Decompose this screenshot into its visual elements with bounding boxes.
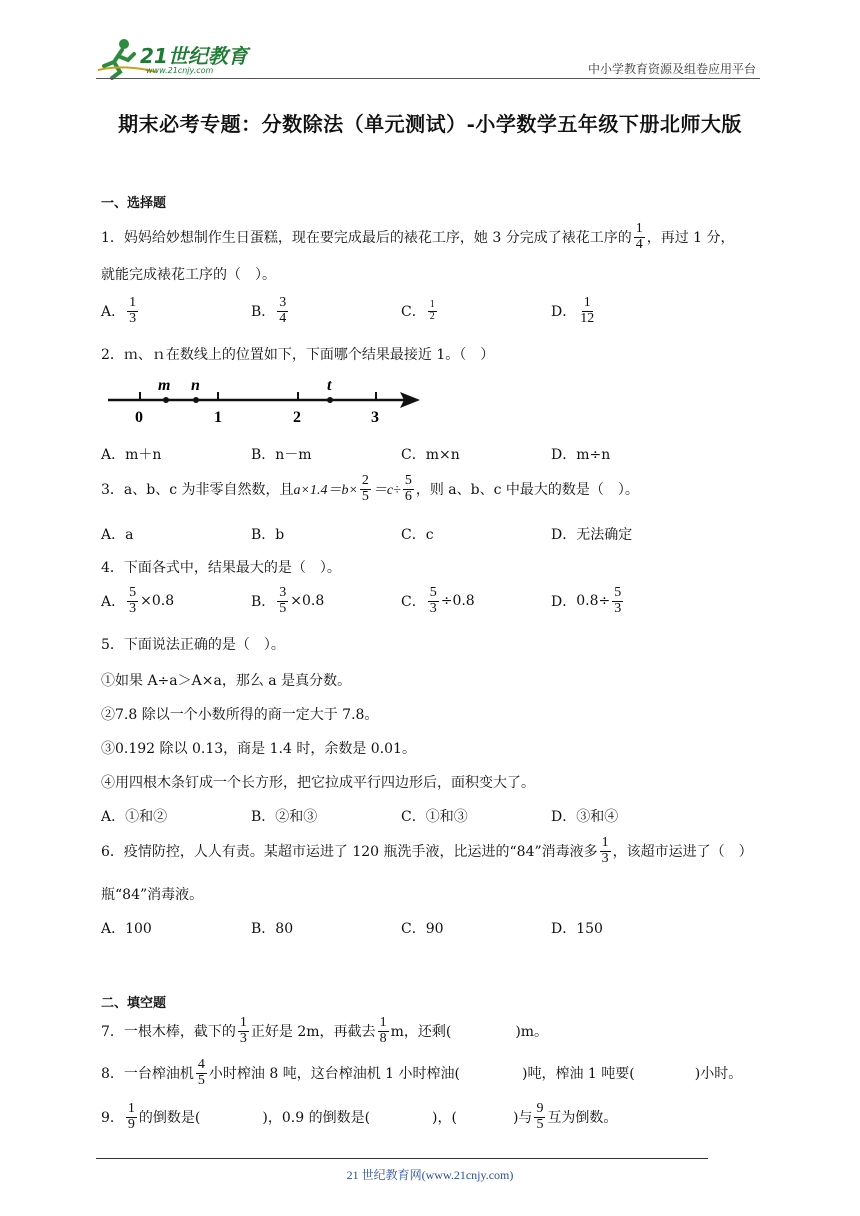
q4-option-c[interactable]: C． $\frac{5}{3}$ ÷0.8 [401, 585, 475, 616]
q3-option-a[interactable]: A．a [101, 527, 134, 543]
q9-text-c: )，0.9 的倒数是( [262, 1110, 371, 1127]
tick-label-3: 3 [371, 409, 379, 426]
q1-fraction: $\frac{1}{4}$ [635, 221, 643, 252]
q2-option-c[interactable]: C．m×n [401, 447, 460, 463]
question-9 [101, 1102, 617, 1132]
q2-options [101, 444, 701, 464]
q7-fraction-1: $\frac{1}{3}$ [239, 1015, 247, 1046]
q3-option-b[interactable]: B．b [251, 527, 285, 543]
q1-option-c[interactable]: C． $\frac{1}{2}$ [401, 299, 435, 322]
question-3 [101, 474, 639, 504]
q1-option-b[interactable]: B． $\frac{3}{4}$ [251, 295, 287, 326]
point-n [193, 397, 199, 403]
q4-option-a[interactable]: A． $\frac{5}{3}$ ×0.8 [101, 585, 175, 616]
q2-option-d[interactable]: D．m÷n [551, 447, 611, 463]
q5-option-a[interactable]: A．①和② [101, 809, 168, 825]
header-platform-text: 中小学教育资源及组卷应用平台 [587, 62, 756, 76]
q2-option-a[interactable]: A．m＋n [101, 447, 162, 463]
q5-option-b[interactable]: B．②和③ [251, 809, 318, 825]
q7-text-c: m，还剩( [390, 1024, 452, 1041]
question-4: 4．下面各式中，结果最大的是（ ）。 [101, 560, 341, 576]
q1-option-a[interactable]: A． $\frac{1}{3}$ [101, 295, 137, 326]
q2-option-b[interactable]: B．n－m [251, 447, 312, 463]
q8-text-a: 8．一台榨油机 [101, 1066, 194, 1083]
q6-option-c[interactable]: C．90 [401, 921, 444, 937]
q3-text-a: 3．a、b、c 为非零自然数，且 [101, 482, 294, 499]
footer-link[interactable]: 21 世纪教育网(www.21cnjy.com) [346, 1168, 514, 1182]
q4-options [101, 586, 701, 616]
point-m [163, 397, 169, 403]
q3-option-d[interactable]: D．无法确定 [551, 527, 633, 543]
q5-statement-4: ④用四根木条钉成一个长方形，把它拉成平行四边形后，面积变大了。 [101, 775, 535, 791]
q3-expr-b: ＝c÷ [372, 483, 401, 499]
q3-option-c[interactable]: C．c [401, 527, 434, 543]
point-label-m: m [158, 377, 171, 394]
q9-fraction-1: $\frac{1}{9}$ [127, 1101, 135, 1132]
q3-fraction-2: $\frac{5}{6}$ [404, 473, 412, 504]
q9-fraction-2: $\frac{9}{5}$ [536, 1101, 544, 1132]
q6-option-a[interactable]: A．100 [101, 921, 152, 937]
q8-text-d: )小时。 [694, 1066, 743, 1083]
section-fill-heading: 二、填空题 [101, 996, 167, 1011]
q3-fraction-1: $\frac{2}{5}$ [361, 473, 369, 504]
question-1 [101, 222, 735, 252]
q9-text-a: 9． [101, 1110, 124, 1127]
q5-statement-2: ②7.8 除以一个小数所得的商一定大于 7.8。 [101, 707, 379, 723]
q5-statement-1: ①如果 A÷a＞A×a，那么 a 是真分数。 [101, 673, 352, 689]
q1-options [101, 296, 701, 326]
q3-expr-a: a×1.4＝b× [293, 483, 358, 499]
q4-option-b[interactable]: B． $\frac{3}{5}$ ×0.8 [251, 585, 325, 616]
q7-text-b: 正好是 2m，再截去 [250, 1024, 376, 1041]
q9-text-d: )，( [432, 1110, 457, 1127]
tick-label-0: 0 [135, 409, 143, 426]
q6-text-line2: 瓶“84”消毒液。 [101, 887, 204, 903]
q5-option-c[interactable]: C．①和③ [401, 809, 468, 825]
q5-option-d[interactable]: D．③和④ [551, 809, 619, 825]
question-5: 5．下面说法正确的是（ ）。 [101, 637, 285, 653]
question-7 [101, 1016, 548, 1046]
logo-text: 21世纪教育 [140, 44, 248, 68]
q6-option-b[interactable]: B．80 [251, 921, 294, 937]
tick-label-1: 1 [214, 409, 222, 426]
footer-divider [96, 1158, 708, 1159]
q1-option-d[interactable]: D． $\frac{1}{12}$ [551, 295, 595, 326]
q5-statement-3: ③0.192 除以 0.13，商是 1.4 时，余数是 0.01。 [101, 741, 416, 757]
q7-fraction-2: $\frac{1}{8}$ [379, 1015, 387, 1046]
point-t [327, 397, 333, 403]
number-line-figure [104, 374, 424, 426]
q8-text-b: 小时榨油 8 吨，这台榨油机 1 小时榨油( [208, 1066, 460, 1083]
q8-fraction: $\frac{4}{5}$ [197, 1057, 205, 1088]
q5-options [101, 806, 701, 826]
section-choice-heading: 一、选择题 [101, 196, 167, 211]
question-8 [101, 1058, 742, 1088]
q7-text-d: )m。 [515, 1024, 549, 1041]
q1-text-a: 1．妈妈给妙想制作生日蛋糕，现在要完成最后的裱花工序，她 3 分完成了裱花工序的 [101, 230, 632, 247]
point-label-t: t [327, 377, 332, 394]
q9-text-e: )与 [512, 1110, 533, 1127]
q3-text-b: ，则 a、b、c 中最大的数是（ ）。 [415, 482, 639, 499]
header-divider [96, 78, 760, 79]
tick-label-2: 2 [293, 409, 301, 426]
page-title: 期末必考专题：分数除法（单元测试）-小学数学五年级下册北师大版 [118, 112, 742, 136]
q1-text-line2: 就能完成裱花工序的（ ）。 [101, 267, 276, 283]
q4-option-d[interactable]: D． 0.8÷ $\frac{5}{3}$ [551, 585, 622, 616]
q8-text-c: )吨，榨油 1 吨要( [522, 1066, 635, 1083]
q9-text-f: 互为倒数。 [547, 1110, 618, 1127]
q7-text-a: 7．一根木棒，截下的 [101, 1024, 236, 1041]
question-6 [101, 836, 753, 866]
point-label-n: n [191, 377, 200, 394]
question-2: 2．ｍ、ｎ在数线上的位置如下，下面哪个结果最接近 1。（ ） [101, 347, 495, 363]
q6-fraction: $\frac{1}{3}$ [601, 835, 609, 866]
q9-text-b: 的倒数是( [138, 1110, 201, 1127]
q6-text-a: 6．疫情防控，人人有责。某超市运进了 120 瓶洗手液，比运进的“84”消毒液多 [101, 844, 598, 861]
q6-options [101, 918, 701, 938]
q3-options [101, 524, 701, 544]
q1-text-b: ，再过 1 分， [646, 230, 735, 247]
q6-text-b: ，该超市运进了（ ） [612, 844, 753, 861]
q6-option-d[interactable]: D．150 [551, 921, 603, 937]
logo-url: www.21cnjy.com [146, 66, 214, 75]
